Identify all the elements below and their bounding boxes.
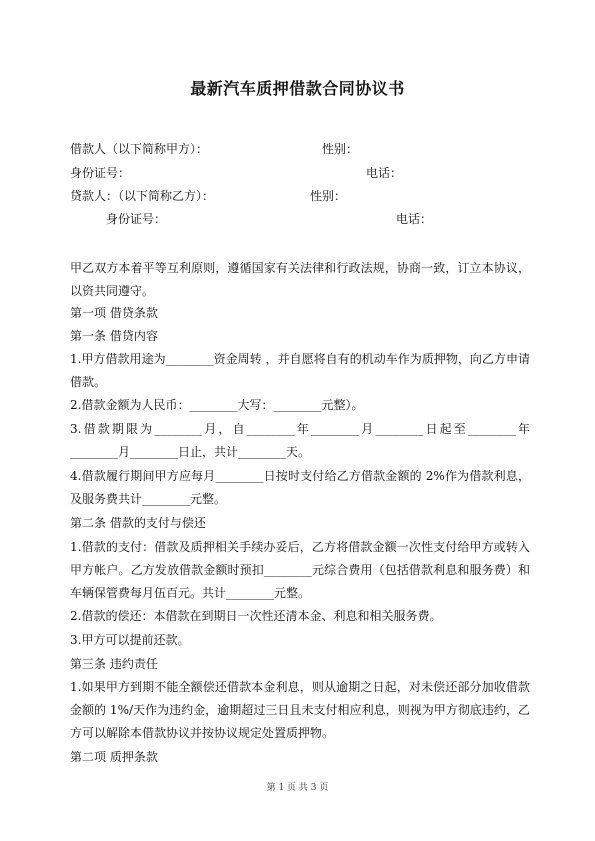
article1-clause3: 3.借款期限为________月，自________年________月________日起至________年________月________日止，共计________天。 (70, 422, 530, 459)
article1-clause4: 4.借款履行期间甲方应每月________日按时支付给乙方借款金额的 2%作为借款利息，及服务费共计________元整。 (70, 469, 530, 506)
lender-label: 贷款人：（以下简称乙方）： (70, 189, 215, 203)
article2-clause2: 2.借款的偿还：本借款在到期日一次性还清本金、利息和相关服务费。 (70, 609, 442, 623)
article3-clause1: 1.如果甲方到期不能全额偿还借款本金利息，则从逾期之日起，对未偿还部分加收借款金额的 1%/天作为违约金，逾期超过三日且未支付相应利息，则视为甲方彻底违约，乙方可以解除本借款协议并按协议规定处置质押物。 (70, 680, 530, 740)
document-title: 最新汽车质押借款合同协议书 (190, 79, 405, 98)
item1-heading: 第一项 借贷条款 (70, 306, 158, 320)
article2-clause1: 1.借款的支付：借款及质押相关手续办妥后，乙方将借款金额一次性支付给甲方或转入甲方帐户。乙方发放借款金额时预扣________元综合费用（包括借款利息和服务费）和车辆保管费每月伍百元。共计________元整。 (70, 540, 530, 600)
preamble-paragraph: 甲乙双方本着平等互利原则，遵循国家有关法律和行政法规，协商一致，订立本协议，以资共同遵守。 (70, 261, 530, 298)
article1-clause2: 2.借款金额为人民币：________大写：________元整）。 (70, 398, 364, 412)
page-footer: 第 1 页 共 3 页 (266, 783, 329, 793)
lender-id-label: 身份证号： (106, 212, 167, 226)
article2-clause3: 3.甲方可以提前还款。 (70, 633, 190, 647)
item2-heading: 第二项 质押条款 (70, 750, 158, 764)
article1-heading: 第一条 借贷内容 (70, 329, 158, 343)
article3-heading: 第三条 违约责任 (70, 657, 158, 671)
borrower-id-label: 身份证号： (70, 166, 131, 180)
lender-gender-label: 性别： (310, 189, 347, 203)
borrower-gender-label: 性别： (322, 142, 359, 156)
article1-clause1: 1.甲方借款用途为________资金周转 ，并自愿将自有的机动车作为质押物，向乙方申请借款。 (70, 352, 530, 389)
borrower-label: 借款人（以下简称甲方）： (70, 142, 209, 156)
borrower-phone-label: 电话： (366, 166, 403, 180)
lender-phone-label: 电话： (396, 212, 433, 226)
article2-heading: 第二条 借款的支付与偿还 (70, 516, 206, 530)
